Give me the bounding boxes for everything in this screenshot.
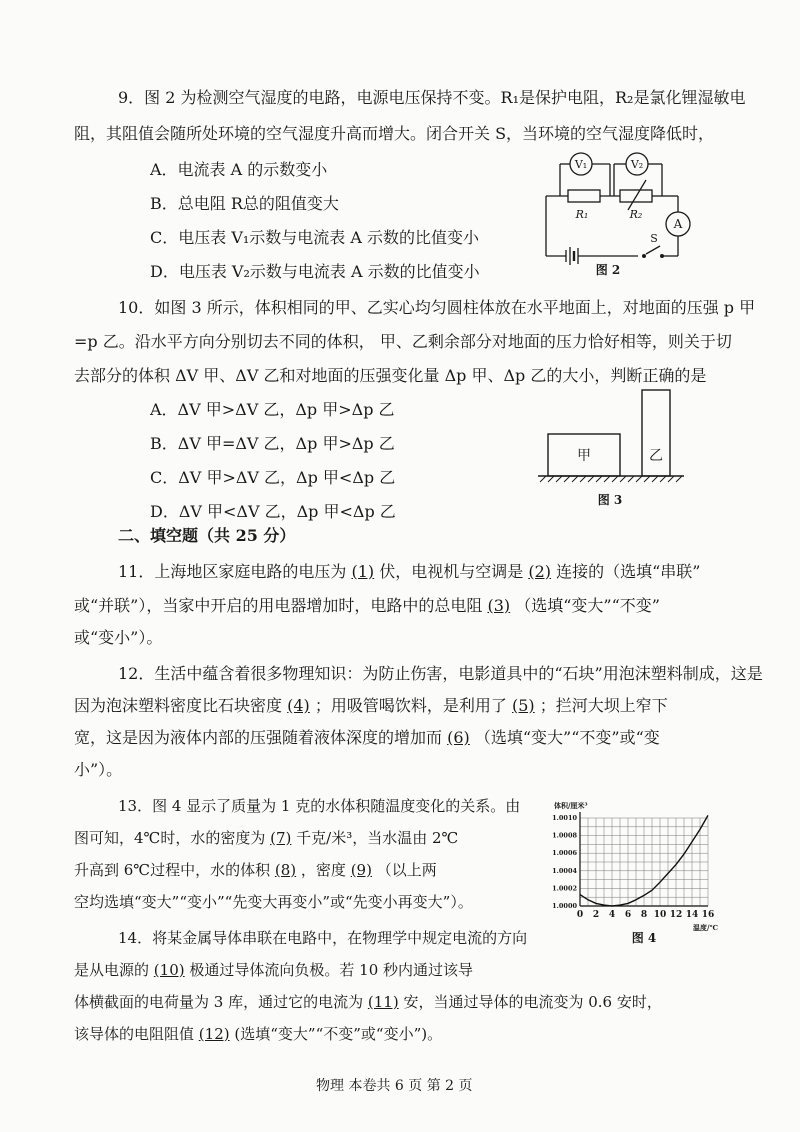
x-tick-label: 4 xyxy=(608,910,616,920)
q13-line3 xyxy=(74,860,437,880)
q11-line3: 或“变小”）。 xyxy=(74,628,163,647)
q12-line3 xyxy=(74,728,660,748)
q13-text: 升高到 6℃过程中，水的体积 xyxy=(74,861,271,879)
q9-option-b: B．总电阻 R总的阻值变大 xyxy=(150,194,339,213)
q11-text: 或“并联”），当家中开启的用电器增加时，电路中的总电阻 xyxy=(74,596,483,615)
q13-line1: 13．图 4 显示了质量为 1 克的水体积随温度变化的关系。由 xyxy=(118,797,521,815)
q13-line2 xyxy=(74,828,458,848)
q11-text: （选填“变大”“不变” xyxy=(515,596,660,615)
q12-text: （选填“变大”“不变”或“变 xyxy=(474,728,660,747)
x-tick-label: 8 xyxy=(640,910,648,920)
q11-text: 连接的（选填“串联” xyxy=(556,562,701,581)
q12-line4: 小”）。 xyxy=(74,760,123,779)
q14-text: 体横截面的电荷量为 3 库，通过它的电流为 xyxy=(74,993,364,1011)
q10-option-b: B．ΔV 甲=ΔV 乙，Δp 甲>Δp 乙 xyxy=(150,434,395,453)
q11-text: 伏，电视机与空调是 xyxy=(379,562,524,581)
q13-text: 图可知，4℃时，水的密度为 xyxy=(74,829,266,847)
v2-label: V₂ xyxy=(630,158,644,171)
q14-line1: 14．将某金属导体串联在电路中，在物理学中规定电流的方向 xyxy=(118,929,528,947)
blank-2: (2) xyxy=(528,562,552,581)
blank-1: (1) xyxy=(351,562,375,581)
q12-line2 xyxy=(74,696,668,716)
x-tick-label: 2 xyxy=(592,910,600,920)
q11-line2 xyxy=(74,596,660,616)
q12-text: 宽，这是因为液体内部的压强随着液体深度的增加而 xyxy=(74,728,443,747)
y-tick-label: 1.0004 xyxy=(552,866,577,875)
ammeter-label: A xyxy=(673,217,683,231)
q14-line3 xyxy=(74,992,662,1012)
q13-text: （以上两 xyxy=(376,861,437,879)
blank-7: (7) xyxy=(270,829,292,847)
q14-text: 极通过导体流向负极。若 10 秒内通过该导 xyxy=(189,961,473,979)
figure2-caption: 图 2 xyxy=(595,263,621,277)
v1-label: V₁ xyxy=(574,158,588,171)
blank-10: (10) xyxy=(153,961,185,979)
blank-3: (3) xyxy=(487,596,511,615)
y-tick-label: 1.0010 xyxy=(552,814,577,822)
q11-line1 xyxy=(118,562,700,582)
q14-text: 安，当通过导体的电流变为 0.6 安时， xyxy=(403,993,662,1011)
blank-5: (5) xyxy=(511,696,535,715)
q12-text: ；拦河大坝上窄下 xyxy=(539,696,668,715)
cylinder-jia-label: 甲 xyxy=(577,448,591,464)
blank-11: (11) xyxy=(367,993,399,1011)
q11-text: 11．上海地区家庭电路的电压为 xyxy=(118,562,347,581)
switch-label: S xyxy=(650,232,658,245)
blank-8: (8) xyxy=(274,861,297,879)
figure4-caption: 图 4 xyxy=(631,931,657,945)
q14-text: (选填“变大”“不变”或“变小”)。 xyxy=(234,1025,443,1043)
q12-text: ；用吸管喝饮料，是利用了 xyxy=(314,696,507,715)
q13-text: 千克/米³，当水温由 2℃ xyxy=(296,829,459,847)
q9-option-c: C．电压表 V₁示数与电流表 A 示数的比值变小 xyxy=(150,228,480,247)
x-tick-label: 10 xyxy=(653,910,667,920)
q9-stem-line2: 阻，其阻值会随所处环境的空气湿度升高而增大。闭合开关 S，当环境的空气湿度降低时， xyxy=(74,124,715,143)
cylinder-yi-label: 乙 xyxy=(649,448,663,464)
section-title: 二、填空题（共 25 分） xyxy=(118,526,296,545)
q9-option-d: D．电压表 V₂示数与电流表 A 示数的比值变小 xyxy=(150,262,480,281)
q9-stem-line1: 9．图 2 为检测空气湿度的电路，电源电压保持不变。R₁是保护电阻，R₂是氯化锂湿敏电 xyxy=(118,88,746,107)
q10-option-d: D．ΔV 甲<ΔV 乙，Δp 甲<Δp 乙 xyxy=(150,502,396,521)
x-tick-label: 0 xyxy=(576,910,584,920)
volume-temperature-chart xyxy=(540,796,720,956)
q14-text: 该导体的电阻阻值 xyxy=(74,1025,195,1043)
y-axis-label: 体积/厘米³ xyxy=(554,801,588,810)
q9-option-a: A．电流表 A 的示数变小 xyxy=(150,160,328,179)
figure3-caption: 图 3 xyxy=(597,493,623,507)
q14-line2 xyxy=(74,960,473,980)
y-tick-label: 1.0008 xyxy=(552,831,577,840)
x-tick-label: 6 xyxy=(624,910,632,920)
y-tick-label: 1.0000 xyxy=(552,902,577,910)
q13-line4: 空均选填“变大”“变小”“先变大再变小”或“先变小再变大”）。 xyxy=(74,893,473,911)
q12-text: 因为泡沫塑料密度比石块密度 xyxy=(74,696,283,715)
q14-line4 xyxy=(74,1024,442,1044)
q10-stem-line2: =p 乙。沿水平方向分别切去不同的体积， 甲、乙剩余部分对地面的压力恰好相等，则关于切 xyxy=(74,332,732,351)
blank-6: (6) xyxy=(447,728,470,747)
blank-9: (9) xyxy=(350,861,372,879)
y-tick-label: 1.0002 xyxy=(552,884,577,893)
x-tick-label: 16 xyxy=(701,910,715,920)
q12-line1: 12．生活中蕴含着很多物理知识：为防止伤害，电影道具中的“石块”用泡沫塑料制成，这是 xyxy=(118,664,763,683)
circuit-figure xyxy=(538,150,698,280)
y-tick-label: 1.0006 xyxy=(552,849,577,858)
page-footer: 物理 本卷共 6 页 第 2 页 xyxy=(316,1078,473,1094)
q10-option-a: A．ΔV 甲>ΔV 乙，Δp 甲>Δp 乙 xyxy=(150,400,395,419)
r2-label: R₂ xyxy=(629,208,643,221)
cylinders-figure xyxy=(538,388,688,507)
q10-stem-line3: 去部分的体积 ΔV 甲、ΔV 乙和对地面的压强变化量 Δp 甲、Δp 乙的大小，判断正确的是 xyxy=(74,366,707,385)
blank-12: (12) xyxy=(198,1025,230,1043)
r1-label: R₁ xyxy=(575,208,589,221)
q10-stem-line1: 10．如图 3 所示，体积相同的甲、乙实心均匀圆柱体放在水平地面上，对地面的压强 p 甲 xyxy=(118,298,756,317)
x-tick-label: 14 xyxy=(685,910,699,920)
blank-4: (4) xyxy=(287,696,310,715)
q14-text: 是从电源的 xyxy=(74,961,150,979)
x-axis-label: 温度/℃ xyxy=(693,923,718,932)
q13-text: ，密度 xyxy=(300,861,346,879)
q10-option-c: C．ΔV 甲>ΔV 乙，Δp 甲<Δp 乙 xyxy=(150,468,396,487)
x-tick-label: 12 xyxy=(669,910,683,920)
